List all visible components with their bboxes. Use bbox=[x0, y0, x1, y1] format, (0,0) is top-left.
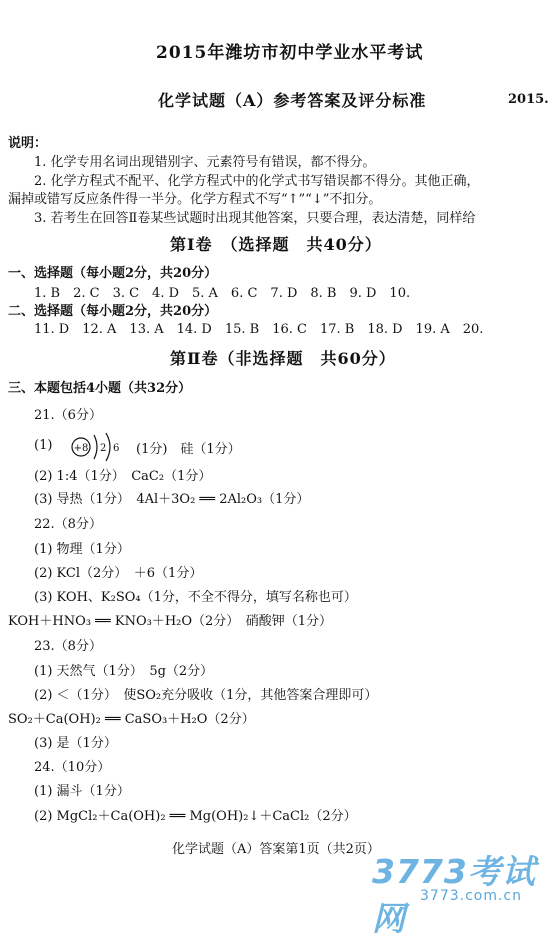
atom-shell2-label: 6 bbox=[113, 443, 120, 454]
q23-line3: SO₂＋Ca(OH)₂ ══ CaSO₃＋H₂O（2分） bbox=[8, 712, 255, 727]
q21-line3: (3) 导热（1分） 4Al＋3O₂ ══ 2Al₂O₃（1分） bbox=[34, 492, 310, 507]
site-watermark-url: 3773.com.cn bbox=[420, 888, 522, 904]
date-fragment: 2015. bbox=[508, 92, 549, 107]
subject-title: 化学试题（A）参考答案及评分标准 bbox=[158, 91, 427, 110]
q22-line4: KOH＋HNO₃ ══ KNO₃＋H₂O（2分） 硝酸钾（1分） bbox=[8, 614, 333, 629]
exam-title: 2015年潍坊市初中学业水平考试 bbox=[156, 43, 424, 63]
part2-title: 第Ⅱ卷（非选择题 共60分） bbox=[170, 349, 396, 368]
oxygen-atom-structure-diagram bbox=[48, 432, 132, 462]
note-line-2: 2. 化学方程式不配平、化学方程式中的化学式书写错误都不得分。其他正确， bbox=[34, 174, 480, 189]
note-line-3: 漏掉或错写反应条件得一半分。化学方程式不写“↑”“↓”不扣分。 bbox=[8, 192, 382, 207]
q24-head: 24.（10分） bbox=[34, 760, 111, 775]
section2-answers: 11. D 12. A 13. A 14. D 15. B 16. C 17. B 18. D 19. A 20. bbox=[34, 322, 484, 337]
q21-head: 21.（6分） bbox=[34, 408, 102, 423]
q22-head: 22.（8分） bbox=[34, 517, 102, 532]
q23-line1: (1) 天然气（1分） 5g（2分） bbox=[34, 664, 214, 679]
section2-title: 二、选择题（每小题2分，共20分） bbox=[8, 304, 218, 319]
section3-title: 三、本题包括4小题（共32分） bbox=[8, 381, 192, 396]
q21-line1-num: (1) bbox=[34, 438, 53, 453]
q23-line2: (2) ＜（1分） 使SO₂充分吸收（1分，其他答案合理即可） bbox=[34, 688, 378, 703]
site-watermark-logo: 3773考试网 bbox=[372, 852, 536, 938]
q23-line4: (3) 是（1分） bbox=[34, 736, 117, 751]
atom-nucleus-label: +8 bbox=[73, 443, 89, 454]
q22-line3: (3) KOH、K₂SO₄（1分，不全不得分，填写名称也可） bbox=[34, 590, 357, 605]
section1-title: 一、选择题（每小题2分，共20分） bbox=[8, 266, 218, 281]
note-line-1: 1. 化学专用名词出现错别字、元素符号有错误，都不得分。 bbox=[34, 155, 376, 170]
note-line-4: 3. 若考生在回答Ⅱ卷某些试题时出现其他答案，只要合理，表达清楚，同样给 bbox=[34, 211, 476, 226]
q21-line2: (2) 1:4（1分） CaC₂（1分） bbox=[34, 469, 212, 484]
atom-shell1-label: 2 bbox=[100, 443, 107, 454]
q22-line2: (2) KCl（2分） ＋6（1分） bbox=[34, 566, 203, 581]
q22-line1: (1) 物理（1分） bbox=[34, 542, 130, 557]
page-footer: 化学试题（A）答案第1页（共2页） bbox=[172, 842, 380, 857]
q24-line2: (2) MgCl₂＋Ca(OH)₂ ══ Mg(OH)₂↓＋CaCl₂（2分） bbox=[34, 809, 357, 824]
part1-title: 第Ⅰ卷 （选择题 共40分） bbox=[170, 235, 382, 254]
q24-line1: (1) 漏斗（1分） bbox=[34, 784, 130, 799]
q23-head: 23.（8分） bbox=[34, 639, 102, 654]
section1-answers: 1. B 2. C 3. C 4. D 5. A 6. C 7. D 8. B 9. D 10. bbox=[34, 286, 411, 301]
q21-line1-rest: (1分) 硅（1分） bbox=[136, 442, 241, 457]
notes-label: 说明： bbox=[8, 136, 48, 151]
